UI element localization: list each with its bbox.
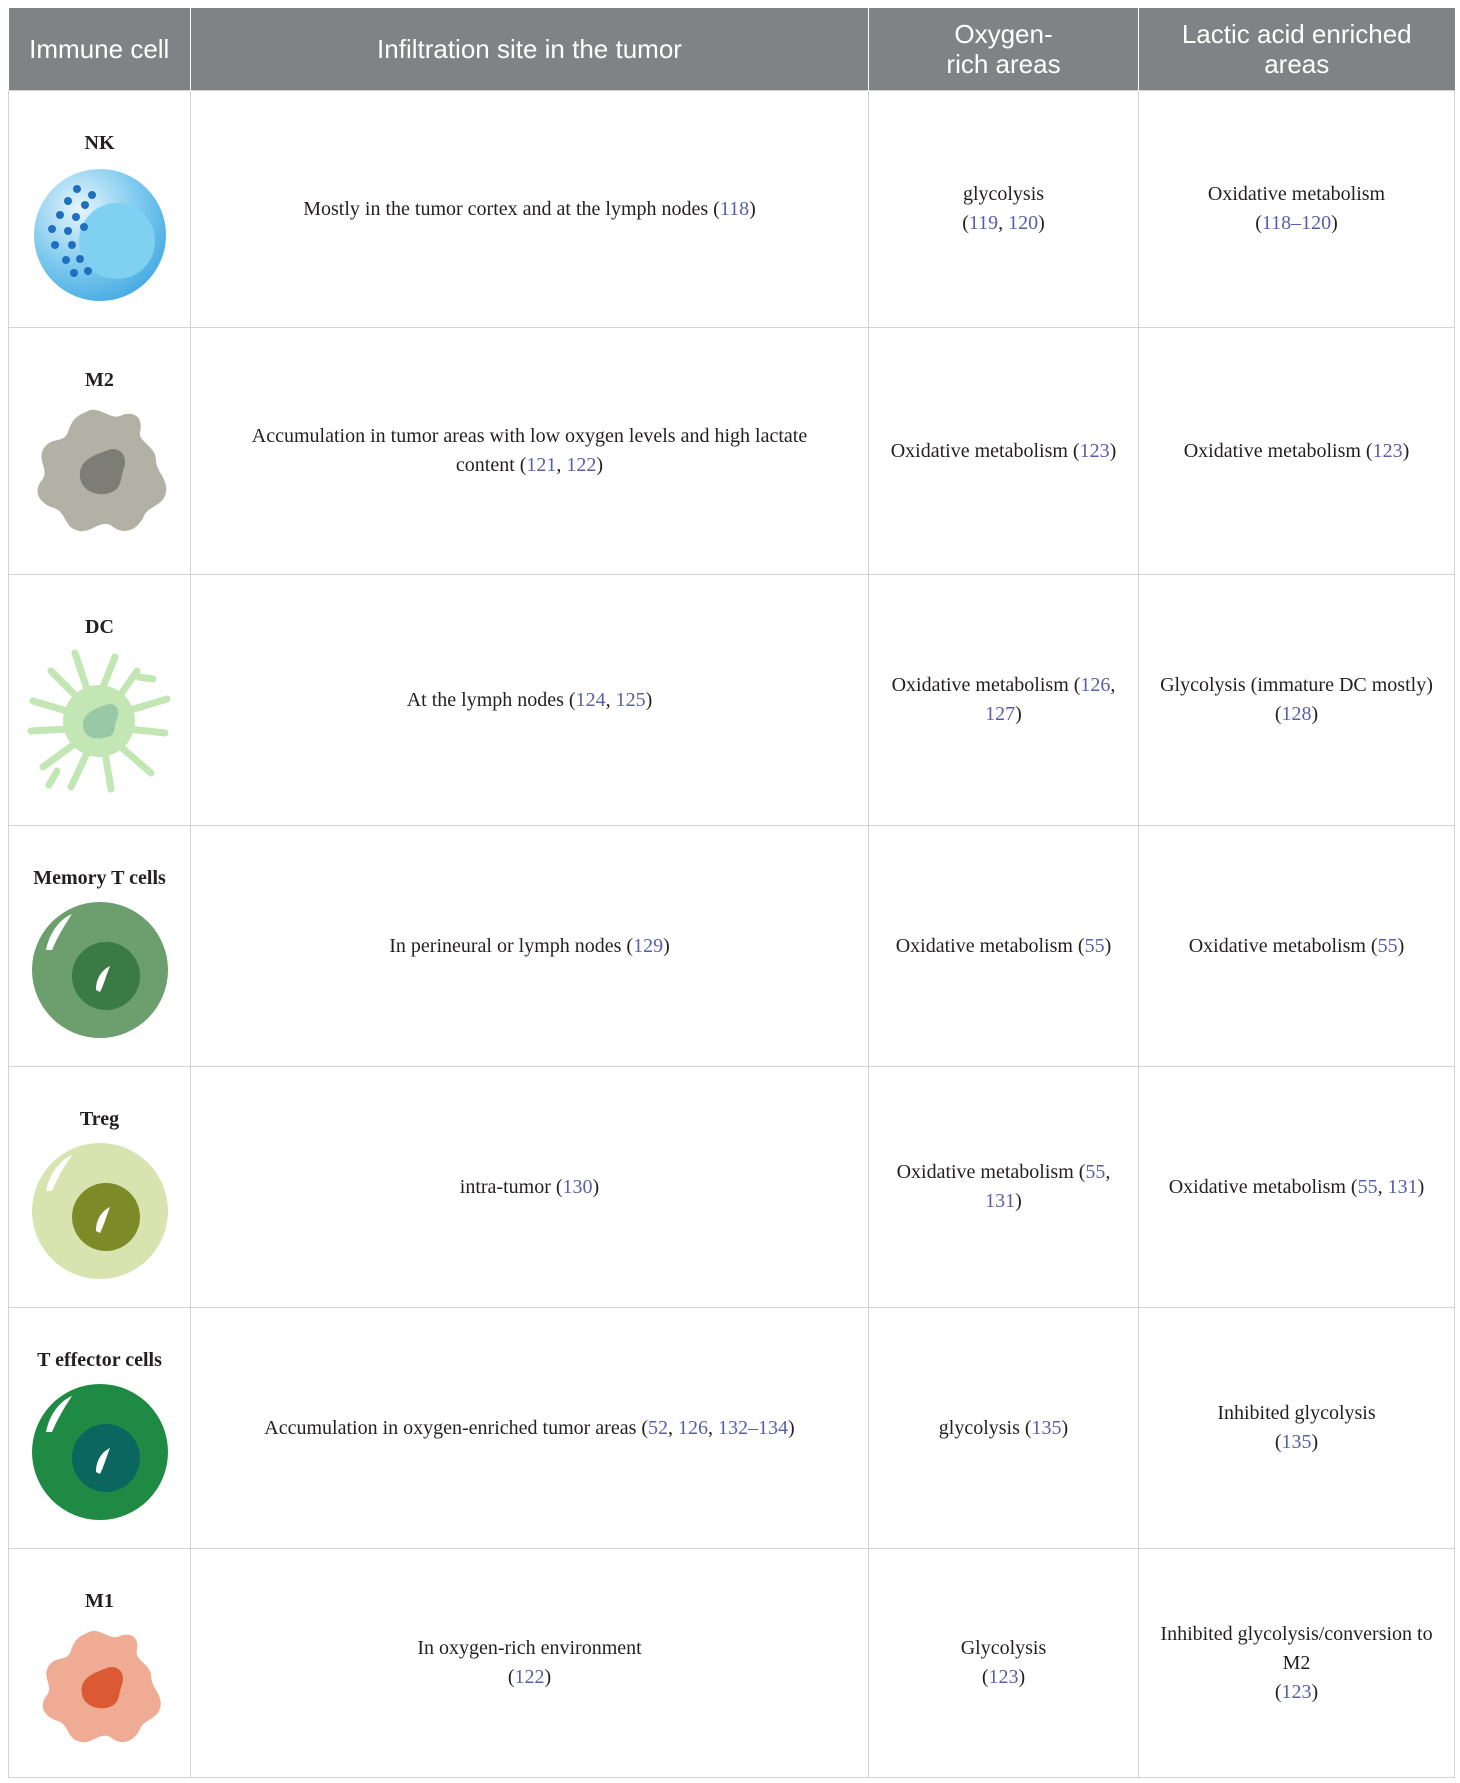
ref-link[interactable]: 55 <box>1357 1175 1378 1198</box>
oxy-text: glycolysis <box>962 183 1045 205</box>
oxy-end: ) <box>1015 703 1022 725</box>
site-sep: , <box>556 454 567 476</box>
ref-link[interactable]: 55 <box>1377 934 1398 957</box>
table-page <box>8 8 1454 1778</box>
site-text: At the lymph nodes ( <box>406 688 576 711</box>
lactic-text: Inhibited glycolysis/conversion to <box>1160 1622 1433 1645</box>
oxy-end: ) <box>1061 1416 1069 1439</box>
cell-immune-cell <box>9 91 191 328</box>
site-end: ) <box>596 454 604 476</box>
lactic-open: ( <box>1255 212 1262 234</box>
cell-oxygen-rich <box>869 328 1139 575</box>
ref-link[interactable]: 126 <box>1080 674 1111 696</box>
site-text-2: content ( <box>455 454 527 476</box>
lactic-sep: , <box>1377 1175 1388 1198</box>
cell-lactic-acid <box>1139 826 1455 1067</box>
cell-immune-cell <box>9 1549 191 1778</box>
cell-lactic-acid <box>1139 575 1455 826</box>
cell-infiltration-site <box>191 826 869 1067</box>
header-immune-cell: Immune cell <box>9 8 191 91</box>
cell-infiltration-site <box>191 575 869 826</box>
nk-cell-icon <box>30 165 170 305</box>
lactic-end: ) <box>1402 439 1410 462</box>
site-sep: , <box>605 688 616 711</box>
cell-lactic-acid <box>1139 1549 1455 1778</box>
cell-infiltration-site <box>191 1549 869 1778</box>
cell-immune-cell <box>9 1308 191 1549</box>
ref-link[interactable]: 123 <box>1281 1680 1312 1703</box>
cell-name: NK <box>84 132 115 154</box>
cell-immune-cell <box>9 826 191 1067</box>
treg-cell-icon <box>30 1141 170 1281</box>
oxy-open: ( <box>981 1666 989 1688</box>
ref-link[interactable]: 131 <box>1387 1175 1418 1198</box>
ref-link[interactable]: 119 <box>968 212 999 234</box>
table-row <box>9 1549 1455 1778</box>
cell-oxygen-rich <box>869 575 1139 826</box>
lactic-open: ( <box>1274 1431 1282 1453</box>
header-infiltration-site-text: Infiltration site in the tumor <box>377 34 682 64</box>
cell-immune-cell <box>9 1067 191 1308</box>
oxy-text: Oxidative metabolism ( <box>891 674 1081 696</box>
lactic-text: Inhibited glycolysis <box>1217 1402 1376 1424</box>
site-end: ) <box>592 1175 600 1198</box>
t-effector-cell-icon <box>30 1382 170 1522</box>
ref-link[interactable]: 123 <box>1079 439 1110 462</box>
cell-oxygen-rich <box>869 1549 1139 1778</box>
lactic-text: Oxidative metabolism ( <box>1168 1175 1358 1198</box>
site-end: ) <box>788 1416 795 1439</box>
site-text: In perineural or lymph nodes ( <box>389 934 634 957</box>
table-row <box>9 1067 1455 1308</box>
oxy-sep: , <box>998 212 1009 234</box>
site-text: Mostly in the tumor cortex and at the lymph nodes ( <box>303 197 720 220</box>
macrophage-m2-icon <box>28 402 172 542</box>
ref-link[interactable]: 122 <box>514 1666 545 1688</box>
table-row <box>9 328 1455 575</box>
lactic-text: Glycolysis (immature DC mostly) <box>1160 674 1433 696</box>
lactic-text: Oxidative metabolism <box>1207 183 1386 205</box>
oxy-text: Glycolysis <box>960 1637 1047 1659</box>
cell-lactic-acid <box>1139 328 1455 575</box>
dendritic-cell-icon <box>27 649 173 795</box>
cell-oxygen-rich <box>869 91 1139 328</box>
cell-oxygen-rich <box>869 1308 1139 1549</box>
ref-link[interactable]: 52 <box>648 1416 669 1439</box>
ref-link[interactable]: 122 <box>566 454 597 476</box>
ref-link[interactable]: 128 <box>1281 703 1312 725</box>
cell-infiltration-site <box>191 91 869 328</box>
site-text: In oxygen-rich environment <box>417 1637 642 1659</box>
ref-link[interactable]: 121 <box>526 454 557 476</box>
oxy-close: ) <box>1038 212 1045 234</box>
cell-immune-cell <box>9 328 191 575</box>
ref-link[interactable]: 124 <box>575 688 606 711</box>
ref-link[interactable]: 55 <box>1085 1161 1106 1183</box>
site-text: intra-tumor ( <box>459 1175 563 1198</box>
oxy-text: Oxidative metabolism ( <box>895 934 1085 957</box>
oxy-sep: , <box>1110 674 1116 696</box>
macrophage-m1-icon <box>34 1623 166 1753</box>
cell-oxygen-rich <box>869 826 1139 1067</box>
oxy-end: ) <box>1015 1190 1022 1212</box>
lactic-close: ) <box>1311 703 1319 725</box>
oxy-text: Oxidative metabolism ( <box>890 439 1080 462</box>
lactic-text: Oxidative metabolism ( <box>1183 439 1373 462</box>
site-end: ) <box>749 197 756 220</box>
cell-infiltration-site <box>191 328 869 575</box>
table-row <box>9 1308 1455 1549</box>
ref-link[interactable]: 127 <box>985 703 1016 725</box>
cell-lactic-acid <box>1139 1067 1455 1308</box>
header-oxygen-rich <box>869 8 1139 91</box>
cell-name: Treg <box>79 1108 120 1130</box>
cell-lactic-acid <box>1139 91 1455 328</box>
ref-link[interactable]: 120 <box>1008 212 1039 234</box>
cell-infiltration-site <box>191 1067 869 1308</box>
ref-link[interactable]: 118–120 <box>1261 212 1332 234</box>
site-open: ( <box>507 1666 515 1688</box>
site-text: Accumulation in tumor areas with low oxygen levels and high lactate <box>251 425 808 447</box>
lactic-end: ) <box>1397 934 1405 957</box>
oxy-open: ( <box>962 212 969 234</box>
ref-link[interactable]: 132–134 <box>718 1416 789 1439</box>
oxy-sep: , <box>1105 1161 1111 1183</box>
lactic-open: ( <box>1274 1680 1282 1703</box>
ref-link[interactable]: 118 <box>719 197 750 220</box>
cell-immune-cell <box>9 575 191 826</box>
header-lactic-acid: Lactic acid enriched areas <box>1139 8 1455 91</box>
site-sep: , <box>668 1416 679 1439</box>
cell-oxygen-rich <box>869 1067 1139 1308</box>
oxy-end: ) <box>1104 934 1112 957</box>
cell-name: Memory T cells <box>33 867 166 889</box>
ref-link[interactable]: 123 <box>1372 439 1403 462</box>
cell-infiltration-site <box>191 1308 869 1549</box>
lactic-close: ) <box>1311 1680 1319 1703</box>
site-end: ) <box>645 688 653 711</box>
table-row <box>9 575 1455 826</box>
ref-link[interactable]: 135 <box>1281 1431 1312 1453</box>
ref-link[interactable]: 129 <box>633 934 664 957</box>
header-oxygen-rich-text: Oxygen-rich areas <box>946 19 1061 79</box>
lactic-close: ) <box>1311 1431 1319 1453</box>
site-text: Accumulation in oxygen-enriched tumor areas ( <box>264 1416 649 1439</box>
cell-name: DC <box>85 616 114 638</box>
ref-link[interactable]: 55 <box>1084 934 1105 957</box>
oxy-text: glycolysis ( <box>938 1416 1032 1439</box>
table-row <box>9 91 1455 328</box>
lactic-close: ) <box>1331 212 1338 234</box>
ref-link[interactable]: 130 <box>562 1175 593 1198</box>
oxy-end: ) <box>1109 439 1117 462</box>
lactic-end: ) <box>1417 1175 1425 1198</box>
oxy-text: Oxidative metabolism ( <box>896 1161 1086 1183</box>
ref-link[interactable]: 123 <box>988 1666 1019 1688</box>
ref-link[interactable]: 125 <box>615 688 646 711</box>
memory-t-cell-icon <box>30 900 170 1040</box>
header-infiltration-site <box>191 8 869 91</box>
lactic-text: Oxidative metabolism ( <box>1188 934 1378 957</box>
ref-link[interactable]: 135 <box>1031 1416 1062 1439</box>
site-end: ) <box>663 934 670 957</box>
cell-name: M2 <box>85 369 114 391</box>
site-close: ) <box>544 1666 552 1688</box>
immune-cell-metabolism-table <box>8 8 1455 1778</box>
site-sep: , <box>708 1416 719 1439</box>
ref-link[interactable]: 126 <box>678 1416 709 1439</box>
cell-lactic-acid <box>1139 1308 1455 1549</box>
cell-name: M1 <box>85 1590 114 1612</box>
cell-name: T effector cells <box>37 1349 162 1371</box>
ref-link[interactable]: 131 <box>985 1190 1016 1212</box>
lactic-text-2: M2 <box>1282 1651 1311 1674</box>
oxy-close: ) <box>1018 1666 1026 1688</box>
table-row <box>9 826 1455 1067</box>
lactic-open: ( <box>1274 703 1282 725</box>
table-header-row <box>9 8 1455 91</box>
